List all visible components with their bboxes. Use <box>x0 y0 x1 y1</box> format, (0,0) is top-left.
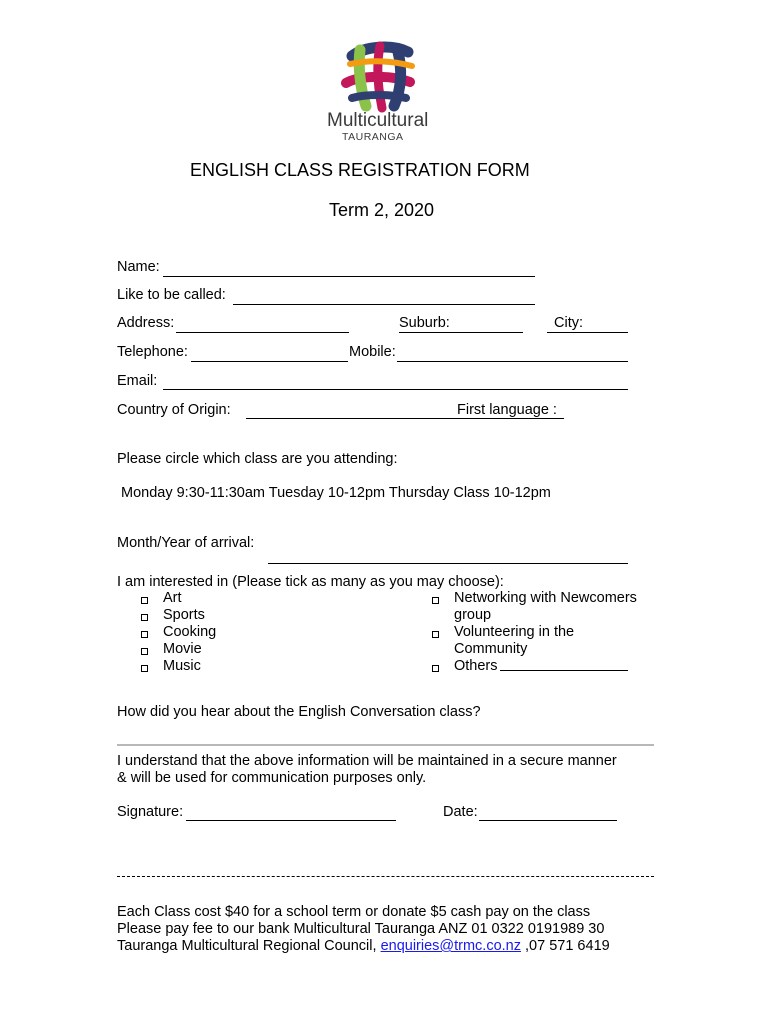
footer-line-1: Each Class cost $40 for a school term or donate $5 cash pay on the class <box>117 904 591 920</box>
interest-volunteering-cont: Community <box>454 641 528 657</box>
interest-networking: Networking with Newcomers <box>454 590 637 606</box>
interest-sports: Sports <box>163 607 205 623</box>
called-label: Like to be called: <box>117 287 226 303</box>
interest-movie: Movie <box>163 641 202 657</box>
footer-council: Tauranga Multicultural Regional Council, <box>117 938 381 954</box>
arrival-field[interactable] <box>268 563 628 564</box>
mobile-label: Mobile: <box>349 344 396 360</box>
footer-phone: ,07 571 6419 <box>521 938 610 954</box>
checkbox-art[interactable] <box>141 597 148 604</box>
privacy-line-1: I understand that the above information will be maintained in a secure manner <box>117 753 617 769</box>
class-options[interactable]: Monday 9:30-11:30am Tuesday 10-12pm Thursday Class 10-12pm <box>121 485 551 501</box>
interest-networking-cont: group <box>454 607 492 623</box>
interest-cooking: Cooking <box>163 624 217 640</box>
form-title: ENGLISH CLASS REGISTRATION FORM <box>190 160 530 180</box>
checkbox-music[interactable] <box>141 665 148 672</box>
checkbox-sports[interactable] <box>141 614 148 621</box>
mobile-field[interactable] <box>397 361 628 362</box>
interest-music: Music <box>163 658 201 674</box>
others-field[interactable] <box>500 670 628 671</box>
telephone-label: Telephone: <box>117 344 188 360</box>
interest-others: Others <box>454 658 498 674</box>
checkbox-volunteering[interactable] <box>432 631 439 638</box>
date-field[interactable] <box>479 820 617 821</box>
city-label: City: <box>554 315 583 331</box>
interest-volunteering: Volunteering in the <box>454 624 575 640</box>
checkbox-networking[interactable] <box>432 597 439 604</box>
suburb-field[interactable] <box>399 332 523 333</box>
country-label: Country of Origin: <box>117 402 231 418</box>
checkbox-others[interactable] <box>432 665 439 672</box>
suburb-label: Suburb: <box>399 315 450 331</box>
address-label: Address: <box>117 315 175 331</box>
dashed-separator <box>117 876 654 877</box>
arrival-label: Month/Year of arrival: <box>117 535 255 551</box>
checkbox-cooking[interactable] <box>141 631 148 638</box>
footer-line-3 <box>117 938 610 955</box>
footer-line-2: Please pay fee to our bank Multicultural Tauranga ANZ 01 0322 0191989 30 <box>117 921 605 937</box>
first-language-label: First language : <box>457 402 557 418</box>
hear-field[interactable] <box>117 744 654 746</box>
privacy-line-2: & will be used for communication purposes only. <box>117 770 427 786</box>
signature-label: Signature: <box>117 804 184 820</box>
hear-prompt: How did you hear about the English Conversation class? <box>117 704 481 720</box>
address-field[interactable] <box>176 332 349 333</box>
email-label: Email: <box>117 373 158 389</box>
email-field[interactable] <box>163 389 628 390</box>
email-link[interactable]: enquiries@trmc.co.nz <box>380 938 521 954</box>
form-term: Term 2, 2020 <box>329 200 435 220</box>
city-field[interactable] <box>547 332 628 333</box>
telephone-field[interactable] <box>191 361 348 362</box>
name-field[interactable] <box>163 276 535 277</box>
interests-prompt: I am interested in (Please tick as many as you may choose): <box>117 574 504 590</box>
date-label: Date: <box>443 804 478 820</box>
globe-logo-icon <box>330 38 450 118</box>
signature-field[interactable] <box>186 820 396 821</box>
checkbox-movie[interactable] <box>141 648 148 655</box>
logo <box>327 38 450 148</box>
name-label: Name: <box>117 259 160 275</box>
interest-art: Art <box>163 590 182 606</box>
called-field[interactable] <box>233 304 535 305</box>
logo-subname: TAURANGA <box>342 131 404 143</box>
class-prompt: Please circle which class are you attending: <box>117 451 398 467</box>
logo-name: Multicultural <box>327 110 429 131</box>
